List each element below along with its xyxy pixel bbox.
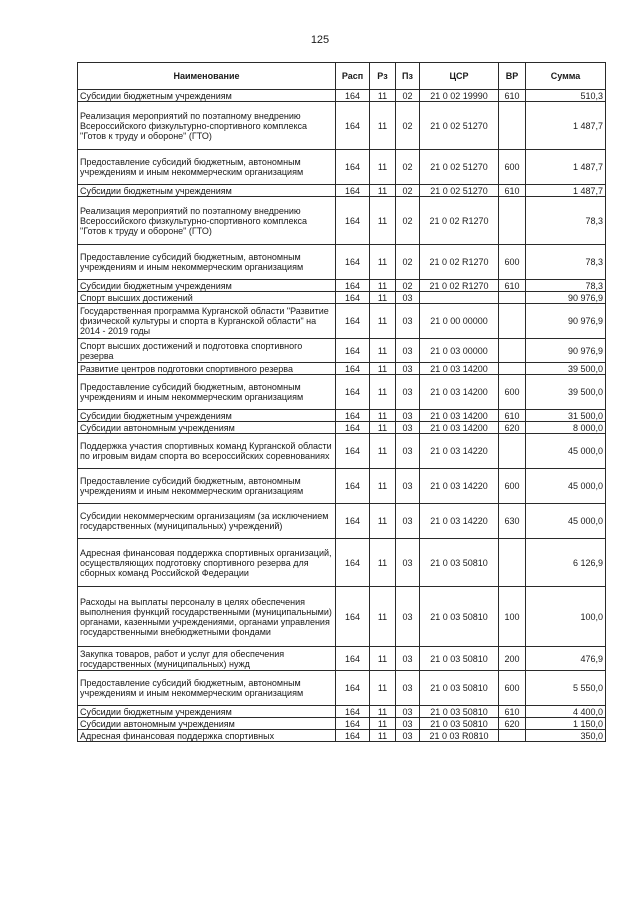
cell-sum: 90 976,9 bbox=[526, 339, 606, 363]
cell-pz: 03 bbox=[396, 375, 420, 410]
cell-rz: 11 bbox=[370, 730, 396, 742]
table-row bbox=[78, 185, 606, 197]
cell-rz: 11 bbox=[370, 197, 396, 245]
cell-vr: 630 bbox=[499, 504, 526, 539]
table-row bbox=[78, 647, 606, 671]
cell-rz: 11 bbox=[370, 185, 396, 197]
cell-sum: 78,3 bbox=[526, 280, 606, 292]
table-row bbox=[78, 90, 606, 102]
table-row bbox=[78, 706, 606, 718]
table-row bbox=[78, 504, 606, 539]
cell-rasp: 164 bbox=[336, 150, 370, 185]
cell-rasp: 164 bbox=[336, 245, 370, 280]
cell-sum: 31 500,0 bbox=[526, 410, 606, 422]
cell-name: Реализация мероприятий по поэтапному внедрению Всероссийского физкультурно-спортивного комплекса "Готов к труду и обороне" (ГТО) bbox=[78, 197, 336, 245]
table-row bbox=[78, 410, 606, 422]
cell-vr: 610 bbox=[499, 410, 526, 422]
cell-rasp: 164 bbox=[336, 647, 370, 671]
cell-rasp: 164 bbox=[336, 539, 370, 587]
cell-rasp: 164 bbox=[336, 339, 370, 363]
cell-name: Субсидии бюджетным учреждениям bbox=[78, 280, 336, 292]
cell-rasp: 164 bbox=[336, 363, 370, 375]
header-rz: Рз bbox=[370, 63, 396, 90]
cell-rz: 11 bbox=[370, 150, 396, 185]
cell-rz: 11 bbox=[370, 410, 396, 422]
cell-name: Субсидии бюджетным учреждениям bbox=[78, 185, 336, 197]
cell-sum: 350,0 bbox=[526, 730, 606, 742]
cell-rasp: 164 bbox=[336, 706, 370, 718]
cell-rasp: 164 bbox=[336, 185, 370, 197]
cell-rasp: 164 bbox=[336, 671, 370, 706]
cell-vr bbox=[499, 102, 526, 150]
cell-sum: 510,3 bbox=[526, 90, 606, 102]
table-row bbox=[78, 671, 606, 706]
table-row bbox=[78, 339, 606, 363]
cell-name: Расходы на выплаты персоналу в целях обеспечения выполнения функций государственными (муниципальными) органами, казенными учреждениями, органами управления государственными внебюджетными фондами bbox=[78, 587, 336, 647]
table-row bbox=[78, 422, 606, 434]
cell-sum: 5 550,0 bbox=[526, 671, 606, 706]
cell-sum: 78,3 bbox=[526, 197, 606, 245]
cell-sum: 1 487,7 bbox=[526, 102, 606, 150]
cell-name: Субсидии бюджетным учреждениям bbox=[78, 410, 336, 422]
cell-sum: 1 487,7 bbox=[526, 185, 606, 197]
cell-name: Реализация мероприятий по поэтапному внедрению Всероссийского физкультурно-спортивного комплекса "Готов к труду и обороне" (ГТО) bbox=[78, 102, 336, 150]
cell-rasp: 164 bbox=[336, 90, 370, 102]
table-row bbox=[78, 150, 606, 185]
cell-rasp: 164 bbox=[336, 504, 370, 539]
cell-sum: 39 500,0 bbox=[526, 363, 606, 375]
cell-vr: 610 bbox=[499, 706, 526, 718]
cell-pz: 03 bbox=[396, 292, 420, 304]
cell-name: Предоставление субсидий бюджетным, автономным учреждениям и иным некоммерческим организациям bbox=[78, 245, 336, 280]
cell-csr: 21 0 03 50810 bbox=[420, 647, 499, 671]
cell-sum: 6 126,9 bbox=[526, 539, 606, 587]
cell-name: Адресная финансовая поддержка спортивных организаций, осуществляющих подготовку спортивного резерва для сборных команд Российской Федерации bbox=[78, 539, 336, 587]
cell-vr: 200 bbox=[499, 647, 526, 671]
cell-rz: 11 bbox=[370, 671, 396, 706]
cell-vr bbox=[499, 539, 526, 587]
cell-csr: 21 0 03 50810 bbox=[420, 706, 499, 718]
cell-vr bbox=[499, 339, 526, 363]
cell-name: Предоставление субсидий бюджетным, автономным учреждениям и иным некоммерческим организациям bbox=[78, 671, 336, 706]
cell-pz: 03 bbox=[396, 718, 420, 730]
cell-csr: 21 0 02 R1270 bbox=[420, 197, 499, 245]
cell-csr: 21 0 03 14220 bbox=[420, 434, 499, 469]
table-row bbox=[78, 375, 606, 410]
cell-vr: 100 bbox=[499, 587, 526, 647]
cell-pz: 03 bbox=[396, 339, 420, 363]
cell-pz: 02 bbox=[396, 245, 420, 280]
cell-name: Адресная финансовая поддержка спортивных bbox=[78, 730, 336, 742]
cell-name: Спорт высших достижений bbox=[78, 292, 336, 304]
cell-csr: 21 0 03 14200 bbox=[420, 375, 499, 410]
cell-name: Предоставление субсидий бюджетным, автономным учреждениям и иным некоммерческим организациям bbox=[78, 150, 336, 185]
cell-pz: 02 bbox=[396, 150, 420, 185]
cell-vr: 610 bbox=[499, 90, 526, 102]
cell-pz: 02 bbox=[396, 102, 420, 150]
cell-rz: 11 bbox=[370, 647, 396, 671]
header-csr: ЦСР bbox=[420, 63, 499, 90]
cell-rasp: 164 bbox=[336, 102, 370, 150]
cell-sum: 90 976,9 bbox=[526, 292, 606, 304]
cell-rasp: 164 bbox=[336, 304, 370, 339]
cell-vr bbox=[499, 363, 526, 375]
cell-name: Субсидии бюджетным учреждениям bbox=[78, 706, 336, 718]
cell-vr: 610 bbox=[499, 185, 526, 197]
cell-sum: 78,3 bbox=[526, 245, 606, 280]
cell-vr: 600 bbox=[499, 150, 526, 185]
cell-csr: 21 0 03 R0810 bbox=[420, 730, 499, 742]
cell-csr: 21 0 02 51270 bbox=[420, 150, 499, 185]
cell-rz: 11 bbox=[370, 90, 396, 102]
cell-csr: 21 0 03 14220 bbox=[420, 504, 499, 539]
cell-csr: 21 0 03 50810 bbox=[420, 718, 499, 730]
cell-vr: 600 bbox=[499, 469, 526, 504]
cell-name: Субсидии некоммерческим организациям (за исключением государственных (муниципальных) учреждений) bbox=[78, 504, 336, 539]
table-row bbox=[78, 363, 606, 375]
cell-sum: 8 000,0 bbox=[526, 422, 606, 434]
table-body bbox=[78, 90, 606, 742]
cell-csr: 21 0 03 14200 bbox=[420, 363, 499, 375]
cell-pz: 03 bbox=[396, 539, 420, 587]
cell-csr: 21 0 00 00000 bbox=[420, 304, 499, 339]
cell-rasp: 164 bbox=[336, 292, 370, 304]
cell-name: Субсидии автономным учреждениям bbox=[78, 422, 336, 434]
cell-sum: 100,0 bbox=[526, 587, 606, 647]
cell-rz: 11 bbox=[370, 102, 396, 150]
cell-vr: 620 bbox=[499, 718, 526, 730]
cell-name: Предоставление субсидий бюджетным, автономным учреждениям и иным некоммерческим организациям bbox=[78, 469, 336, 504]
cell-vr: 600 bbox=[499, 671, 526, 706]
cell-pz: 03 bbox=[396, 469, 420, 504]
budget-table bbox=[77, 62, 606, 742]
cell-rasp: 164 bbox=[336, 422, 370, 434]
cell-rasp: 164 bbox=[336, 280, 370, 292]
cell-vr: 600 bbox=[499, 245, 526, 280]
table-row bbox=[78, 292, 606, 304]
table-row bbox=[78, 469, 606, 504]
cell-sum: 476,9 bbox=[526, 647, 606, 671]
table-row bbox=[78, 304, 606, 339]
header-rasp: Расп bbox=[336, 63, 370, 90]
cell-csr: 21 0 02 51270 bbox=[420, 185, 499, 197]
cell-name: Развитие центров подготовки спортивного резерва bbox=[78, 363, 336, 375]
cell-pz: 03 bbox=[396, 363, 420, 375]
table-row bbox=[78, 587, 606, 647]
cell-vr bbox=[499, 292, 526, 304]
header-name: Наименование bbox=[78, 63, 336, 90]
cell-name: Государственная программа Курганской области "Развитие физической культуры и спорта в Курганской области" на 2014 - 2019 годы bbox=[78, 304, 336, 339]
cell-sum: 45 000,0 bbox=[526, 434, 606, 469]
cell-pz: 03 bbox=[396, 434, 420, 469]
cell-rasp: 164 bbox=[336, 469, 370, 504]
table-row bbox=[78, 539, 606, 587]
cell-csr: 21 0 02 19990 bbox=[420, 90, 499, 102]
cell-vr bbox=[499, 730, 526, 742]
cell-csr: 21 0 03 50810 bbox=[420, 539, 499, 587]
cell-csr: 21 0 03 14220 bbox=[420, 469, 499, 504]
cell-name: Спорт высших достижений и подготовка спортивного резерва bbox=[78, 339, 336, 363]
cell-csr: 21 0 03 50810 bbox=[420, 587, 499, 647]
cell-csr: 21 0 02 51270 bbox=[420, 102, 499, 150]
cell-rasp: 164 bbox=[336, 197, 370, 245]
cell-vr bbox=[499, 434, 526, 469]
cell-rasp: 164 bbox=[336, 410, 370, 422]
cell-sum: 1 487,7 bbox=[526, 150, 606, 185]
cell-vr: 620 bbox=[499, 422, 526, 434]
cell-pz: 03 bbox=[396, 410, 420, 422]
cell-csr: 21 0 03 14200 bbox=[420, 410, 499, 422]
cell-pz: 03 bbox=[396, 706, 420, 718]
cell-rz: 11 bbox=[370, 363, 396, 375]
table-row bbox=[78, 280, 606, 292]
table-row bbox=[78, 730, 606, 742]
cell-vr bbox=[499, 197, 526, 245]
cell-rz: 11 bbox=[370, 539, 396, 587]
cell-pz: 02 bbox=[396, 280, 420, 292]
cell-rz: 11 bbox=[370, 280, 396, 292]
cell-rasp: 164 bbox=[336, 375, 370, 410]
header-sum: Сумма bbox=[526, 63, 606, 90]
cell-name: Субсидии автономным учреждениям bbox=[78, 718, 336, 730]
cell-pz: 03 bbox=[396, 422, 420, 434]
cell-csr: 21 0 03 00000 bbox=[420, 339, 499, 363]
table-row bbox=[78, 197, 606, 245]
cell-pz: 02 bbox=[396, 185, 420, 197]
cell-sum: 90 976,9 bbox=[526, 304, 606, 339]
cell-csr: 21 0 02 R1270 bbox=[420, 280, 499, 292]
cell-pz: 03 bbox=[396, 730, 420, 742]
cell-rasp: 164 bbox=[336, 434, 370, 469]
cell-pz: 03 bbox=[396, 587, 420, 647]
cell-vr bbox=[499, 304, 526, 339]
cell-name: Предоставление субсидий бюджетным, автономным учреждениям и иным некоммерческим организациям bbox=[78, 375, 336, 410]
cell-pz: 03 bbox=[396, 671, 420, 706]
cell-rasp: 164 bbox=[336, 730, 370, 742]
cell-vr: 600 bbox=[499, 375, 526, 410]
cell-rz: 11 bbox=[370, 375, 396, 410]
header-pz: Пз bbox=[396, 63, 420, 90]
table-row bbox=[78, 718, 606, 730]
cell-name: Субсидии бюджетным учреждениям bbox=[78, 90, 336, 102]
cell-rz: 11 bbox=[370, 422, 396, 434]
cell-pz: 02 bbox=[396, 197, 420, 245]
table-row bbox=[78, 102, 606, 150]
header-vr: ВР bbox=[499, 63, 526, 90]
cell-rz: 11 bbox=[370, 504, 396, 539]
cell-sum: 45 000,0 bbox=[526, 504, 606, 539]
cell-name: Закупка товаров, работ и услуг для обеспечения государственных (муниципальных) нужд bbox=[78, 647, 336, 671]
cell-rz: 11 bbox=[370, 469, 396, 504]
cell-vr: 610 bbox=[499, 280, 526, 292]
cell-csr bbox=[420, 292, 499, 304]
cell-pz: 03 bbox=[396, 304, 420, 339]
cell-rz: 11 bbox=[370, 718, 396, 730]
cell-sum: 1 150,0 bbox=[526, 718, 606, 730]
cell-rz: 11 bbox=[370, 339, 396, 363]
cell-rz: 11 bbox=[370, 245, 396, 280]
cell-pz: 03 bbox=[396, 504, 420, 539]
table-row bbox=[78, 434, 606, 469]
cell-csr: 21 0 03 14200 bbox=[420, 422, 499, 434]
cell-sum: 39 500,0 bbox=[526, 375, 606, 410]
cell-pz: 02 bbox=[396, 90, 420, 102]
cell-rz: 11 bbox=[370, 292, 396, 304]
cell-rasp: 164 bbox=[336, 718, 370, 730]
cell-sum: 4 400,0 bbox=[526, 706, 606, 718]
cell-csr: 21 0 03 50810 bbox=[420, 671, 499, 706]
table-header-row bbox=[78, 63, 606, 90]
cell-rz: 11 bbox=[370, 587, 396, 647]
cell-name: Поддержка участия спортивных команд Курганской области по игровым видам спорта во всероссийских соревнованиях bbox=[78, 434, 336, 469]
cell-sum: 45 000,0 bbox=[526, 469, 606, 504]
cell-rasp: 164 bbox=[336, 587, 370, 647]
page-number: 125 bbox=[310, 34, 330, 46]
cell-csr: 21 0 02 R1270 bbox=[420, 245, 499, 280]
cell-rz: 11 bbox=[370, 304, 396, 339]
table-row bbox=[78, 245, 606, 280]
cell-rz: 11 bbox=[370, 706, 396, 718]
cell-pz: 03 bbox=[396, 647, 420, 671]
cell-rz: 11 bbox=[370, 434, 396, 469]
